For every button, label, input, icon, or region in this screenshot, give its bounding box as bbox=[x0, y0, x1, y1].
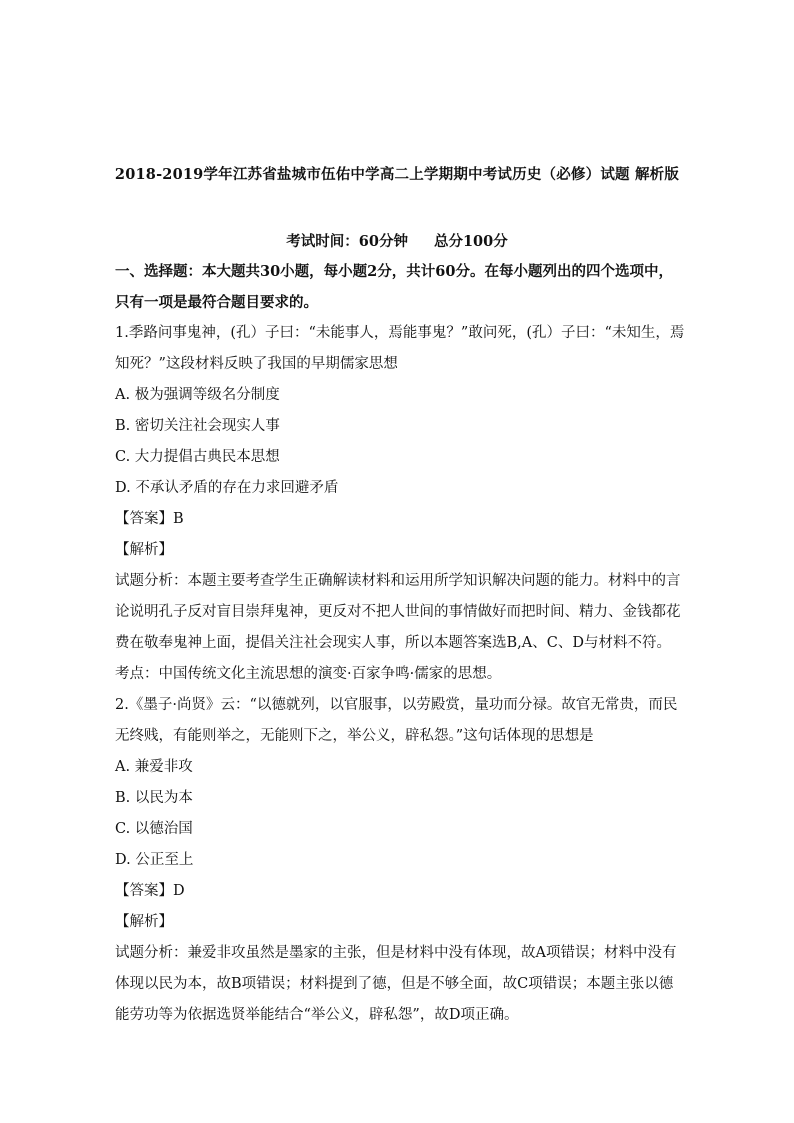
question-1 bbox=[115, 318, 685, 690]
question-stem: 2.《墨子·尚贤》云：“以德就列，以官服事，以劳殿赏，量功而分禄。故官无常贵，而民无终贱，有能则举之，无能则下之，举公义，辟私怨。”这句话体现的思想是 bbox=[115, 697, 678, 744]
analysis-text: 试题分析：本题主要考查学生正确解读材料和运用所学知识解决问题的能力。材料中的言论说明孔子反对盲目崇拜鬼神，更反对不把人世间的事情做好而把时间、精力、金钱都花费在敬奉鬼神上面，提倡关注社会现实人事，所以本题答案选B,A、C、D与材料不符。 bbox=[115, 573, 681, 651]
exam-info bbox=[0, 230, 794, 251]
analysis-label: 【解析】 bbox=[115, 542, 173, 558]
total-score: 总分100分 bbox=[433, 233, 508, 250]
analysis-text: 试题分析：兼爱非攻虽然是墨家的主张，但是材料中没有体现，故A项错误；材料中没有体现以民为本，故B项错误；材料提到了德，但是不够全面，故C项错误；本题主张以德能劳功等为依据选贤举能结合“举公义，辟私怨”，故D项正确。 bbox=[115, 945, 677, 1023]
section-header: 一、选择题：本大题共30小题，每小题2分，共计60分。在每小题列出的四个选项中，只有一项是最符合题目要求的。 bbox=[115, 263, 673, 311]
knowledge-point: 考点：中国传统文化主流思想的演变·百家争鸣·儒家的思想。 bbox=[115, 666, 502, 682]
option-c: C. 以德治国 bbox=[115, 821, 193, 837]
answer: 【答案】B bbox=[115, 511, 184, 527]
option-d: D. 不承认矛盾的存在力求回避矛盾 bbox=[115, 480, 339, 496]
option-d: D. 公正至上 bbox=[115, 852, 194, 868]
option-b: B. 密切关注社会现实人事 bbox=[115, 418, 280, 434]
exam-time: 考试时间：60分钟 bbox=[286, 233, 408, 250]
option-a: A. 极为强调等级名分制度 bbox=[115, 387, 280, 403]
option-c: C. 大力提倡古典民本思想 bbox=[115, 449, 280, 465]
option-a: A. 兼爱非攻 bbox=[115, 759, 193, 775]
option-b: B. 以民为本 bbox=[115, 790, 193, 806]
answer: 【答案】D bbox=[115, 883, 185, 899]
question-stem: 1.季路问事鬼神，(孔）子曰：“未能事人，焉能事鬼？”敢问死，(孔）子曰：“未知生，焉知死？”这段材料反映了我国的早期儒家思想 bbox=[115, 325, 685, 372]
question-2 bbox=[115, 690, 685, 1031]
document-body bbox=[115, 256, 685, 1031]
document-title: 2018-2019学年江苏省盐城市伍佑中学高二上学期期中考试历史（必修）试题 解析版 bbox=[114, 166, 680, 183]
analysis-label: 【解析】 bbox=[115, 914, 173, 930]
